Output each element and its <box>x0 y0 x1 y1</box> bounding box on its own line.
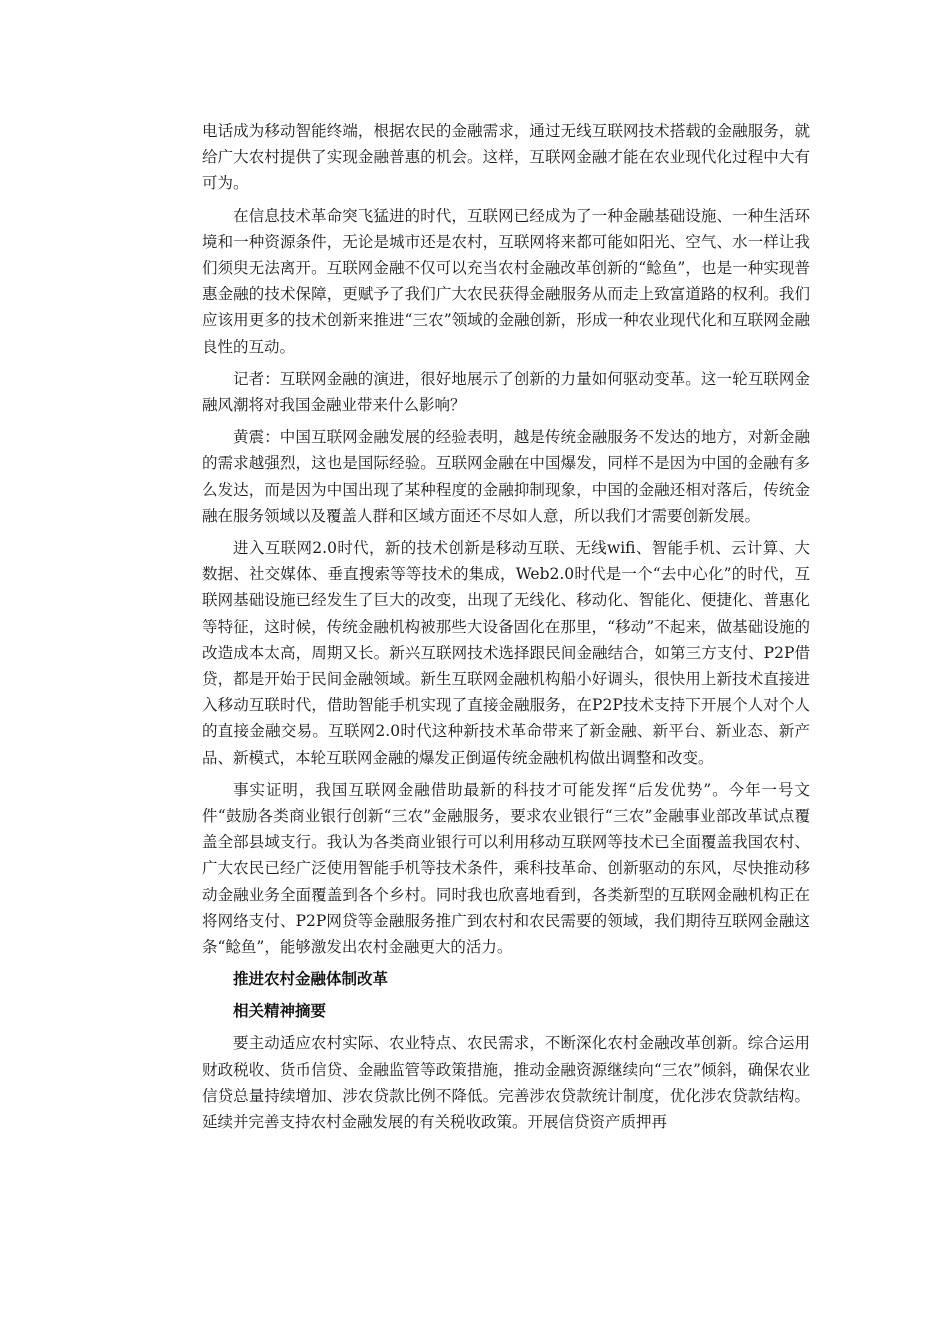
subsection-heading: 相关精神摘要 <box>233 1002 327 1021</box>
paragraph-5: 进入互联网2.0时代，新的技术创新是移动互联、无线wifi、智能手机、云计算、大数据、社交媒体、垂直搜索等等技术的集成，Web2.0时代是一个“去中心化”的时代，互联网基础设施已经发生了巨大的改变，出现了无线化、移动化、智能化、便捷化、普惠化等特征，这时候，传统金融机构被那些大设备固化在那里，“移动”不起来，做基础设施的改造成本太高，周期又长。新兴互联网技术选择跟民间金融结合，如第三方支付、P2P借贷，都是开始于民间金融领域。新生互联网金融机构船小好调头，很快用上新技术直接进入移动互联时代，借助智能手机实现了直接金融服务，在P2P技术支持下开展个人对个人的直接金融交易。互联网2.0时代这种新技术革命带来了新金融、新平台、新业态、新产品、新模式，本轮互联网金融的爆发正倒逼传统金融机构做出调整和改变。 <box>202 539 810 767</box>
section-heading: 推进农村金融体制改革 <box>233 970 389 989</box>
paragraph-1: 电话成为移动智能终端，根据农民的金融需求，通过无线互联网技术搭载的金融服务，就给广大农村提供了实现金融普惠的机会。这样，互联网金融才能在农业现代化过程中大有可为。 <box>202 122 810 193</box>
paragraph-6: 事实证明，我国互联网金融借助最新的科技才可能发挥“后发优势”。今年一号文件“鼓励各类商业银行创新“三农”金融服务，要求农业银行“三农”金融事业部改革试点覆盖全部县域支行。我认为各类商业银行可以利用移动互联网等技术已全面覆盖我国农村、广大农民已经广泛使用智能手机等技术条件，乘科技革命、创新驱动的东风，尽快推动移动金融业务全面覆盖到各个乡村。同时我也欣喜地看到，各类新型的互联网金融机构正在将网络支付、P2P网贷等金融服务推广到农村和农民需要的领域，我们期待互联网金融这条“鲶鱼”，能够激发出农村金融更大的活力。 <box>202 780 810 957</box>
paragraph-2: 在信息技术革命突飞猛进的时代，互联网已经成为了一种金融基础设施、一种生活环境和一种资源条件，无论是城市还是农村，互联网将来都可能如阳光、空气、水一样让我们须臾无法离开。互联网金融不仅可以充当农村金融改革创新的“鲶鱼”，也是一种实现普惠金融的技术保障，更赋予了我们广大农民获得金融服务从而走上致富道路的权利。我们应该用更多的技术创新来推进“三农”领域的金融创新，形成一种农业现代化和互联网金融良性的互动。 <box>202 206 810 356</box>
document-page <box>202 118 810 1141</box>
paragraph-3-reporter-question: 记者：互联网金融的演进，很好地展示了创新的力量如何驱动变革。这一轮互联网金融风潮将对我国金融业带来什么影响？ <box>202 369 810 415</box>
paragraph-7: 要主动适应农村实际、农业特点、农民需求，不断深化农村金融改革创新。综合运用财政税收、货币信贷、金融监管等政策措施，推动金融资源继续向“三农”倾斜，确保农业信贷总量持续增加、涉农贷款比例不降低。完善涉农贷款统计制度，优化涉农贷款结构。延续并完善支持农村金融发展的有关税收政策。开展信贷资产质押再 <box>202 1034 810 1131</box>
paragraph-4-answer: 黄震：中国互联网金融发展的经验表明，越是传统金融服务不发达的地方，对新金融的需求越强烈，这也是国际经验。互联网金融在中国爆发，同样不是因为中国的金融有多么发达，而是因为中国出现了某种程度的金融抑制现象，中国的金融还相对落后，传统金融在服务领域以及覆盖人群和区域方面还不尽如人意，所以我们才需要创新发展。 <box>202 428 810 525</box>
